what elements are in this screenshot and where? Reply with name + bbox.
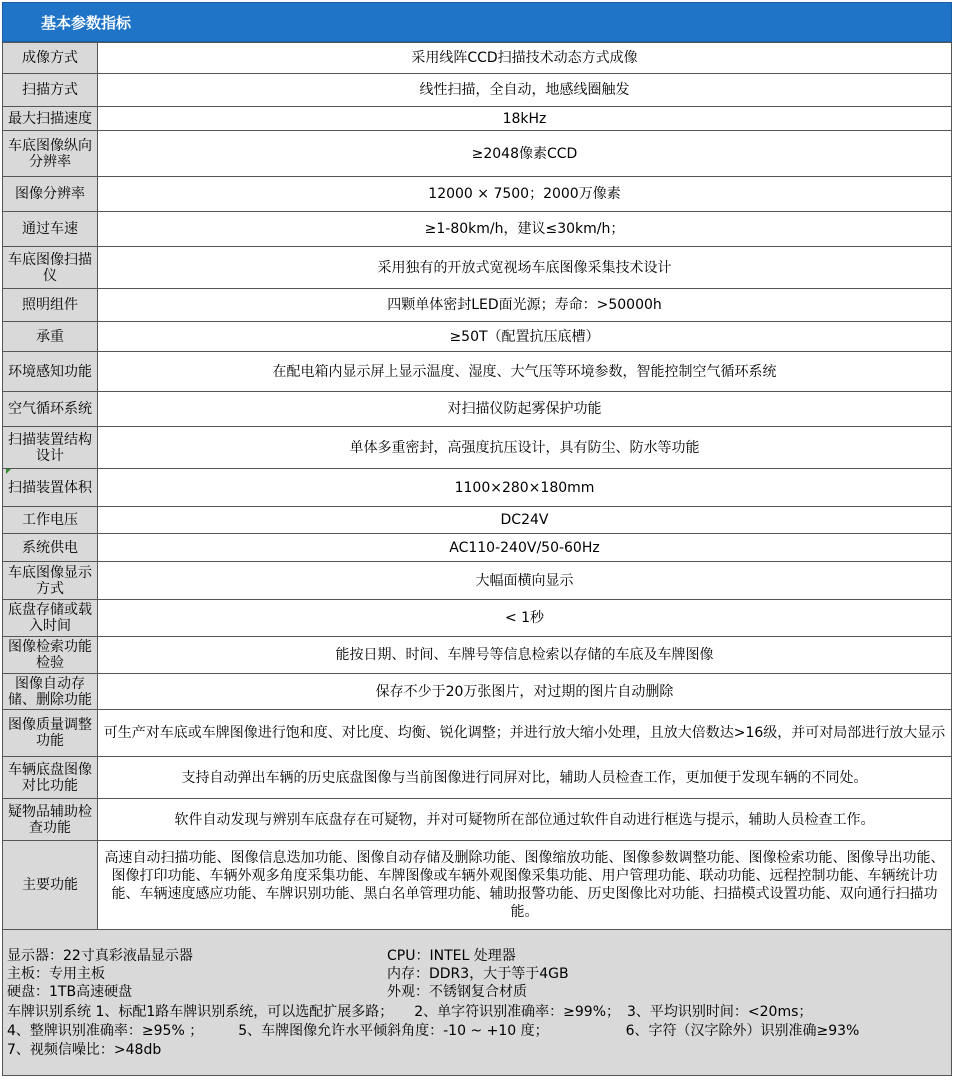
row-label: 通过车速 <box>3 212 98 247</box>
note-plate-line-1: 车牌识别系统 1、标配1路车牌识别系统，可以选配扩展多路； 2、单字符识别准确率：≥99%； 3、平均识别时间：<20ms； <box>7 1004 813 1020</box>
row-value: 1100×280×180mm <box>98 469 952 507</box>
row-value: 单体多重密封，高强度抗压设计，具有防尘、防水等功能 <box>98 427 952 469</box>
row-label: 图像自动存储、删除功能 <box>3 674 98 710</box>
row-label-text: 扫描装置体积 <box>8 479 92 496</box>
row-value: 保存不少于20万张图片，对过期的图片自动删除 <box>98 674 952 710</box>
row-value: 支持自动弹出车辆的历史底盘图像与当前图像进行同屏对比，辅助人员检查工作，更加便于发现车辆的不同处。 <box>98 757 952 799</box>
note-plate-line-3: 7、视频信噪比：>48db <box>7 1042 162 1058</box>
row-label: 最大扫描速度 <box>3 107 98 131</box>
table-row <box>3 322 952 352</box>
row-label: 承重 <box>3 322 98 352</box>
note-appearance: 外观：不锈钢复合材质 <box>387 984 527 1000</box>
table-row <box>3 710 952 757</box>
row-value: AC110-240V/50-60Hz <box>98 534 952 562</box>
row-label: 车底图像纵向分辨率 <box>3 131 98 177</box>
table-row <box>3 534 952 562</box>
row-value: 12000 × 7500；2000万像素 <box>98 177 952 212</box>
row-value: 采用线阵CCD扫描技术动态方式成像 <box>98 43 952 74</box>
row-label: 空气循环系统 <box>3 392 98 427</box>
row-label: 车底图像显示方式 <box>3 562 98 600</box>
sheet-title: 基本参数指标 <box>2 2 952 42</box>
note-memory: 内存：DDR3，大于等于4GB <box>387 966 569 982</box>
table-row <box>3 212 952 247</box>
table-row <box>3 289 952 322</box>
table-row <box>3 43 952 74</box>
table-row <box>3 247 952 289</box>
table-row <box>3 427 952 469</box>
row-value: ≥2048像素CCD <box>98 131 952 177</box>
row-value: < 1秒 <box>98 600 952 637</box>
row-value: 可生产对车底或车牌图像进行饱和度、对比度、均衡、锐化调整；并进行放大缩小处理，且放大倍数达>16级，并可对局部进行放大显示 <box>98 710 952 757</box>
table-row <box>3 352 952 392</box>
row-value: ≥1-80km/h，建议≤30km/h； <box>98 212 952 247</box>
table-row <box>3 600 952 637</box>
row-value: 四颗单体密封LED面光源；寿命：>50000h <box>98 289 952 322</box>
spec-table <box>2 42 952 930</box>
table-row <box>3 674 952 710</box>
row-value: 能按日期、时间、车牌号等信息检索以存储的车底及车牌图像 <box>98 637 952 674</box>
row-label: 照明组件 <box>3 289 98 322</box>
row-label: 车底图像扫描仪 <box>3 247 98 289</box>
row-label: 疑物品辅助检查功能 <box>3 799 98 841</box>
row-label: 车辆底盘图像对比功能 <box>3 757 98 799</box>
row-value: 对扫描仪防起雾保护功能 <box>98 392 952 427</box>
row-value: 软件自动发现与辨别车底盘存在可疑物，并对可疑物所在部位通过软件自动进行框选与提示，辅助人员检查工作。 <box>98 799 952 841</box>
row-label: 环境感知功能 <box>3 352 98 392</box>
row-label: 图像检索功能检验 <box>3 637 98 674</box>
row-label: 系统供电 <box>3 534 98 562</box>
table-row <box>3 392 952 427</box>
table-row <box>3 841 952 930</box>
comment-marker-icon <box>6 469 11 474</box>
note-disk: 硬盘：1TB高速硬盘 <box>7 984 133 1000</box>
hardware-notes <box>2 930 952 1076</box>
note-board: 主板：专用主板 <box>7 966 105 982</box>
table-row <box>3 637 952 674</box>
note-cpu: CPU：INTEL 处理器 <box>387 948 516 964</box>
row-label: 工作电压 <box>3 507 98 534</box>
row-label: 主要功能 <box>3 841 98 930</box>
table-row <box>3 507 952 534</box>
spec-sheet <box>2 2 952 1076</box>
row-label <box>3 469 98 507</box>
table-row <box>3 177 952 212</box>
table-row <box>3 469 952 507</box>
table-row <box>3 131 952 177</box>
table-row <box>3 74 952 107</box>
row-label: 成像方式 <box>3 43 98 74</box>
row-label: 底盘存储或载入时间 <box>3 600 98 637</box>
row-value: 采用独有的开放式宽视场车底图像采集技术设计 <box>98 247 952 289</box>
row-label: 扫描方式 <box>3 74 98 107</box>
note-display: 显示器：22寸真彩液晶显示器 <box>7 948 193 964</box>
row-value: 线性扫描，全自动，地感线圈触发 <box>98 74 952 107</box>
row-label: 图像质量调整功能 <box>3 710 98 757</box>
row-value: DC24V <box>98 507 952 534</box>
row-value: 18kHz <box>98 107 952 131</box>
row-value: 大幅面横向显示 <box>98 562 952 600</box>
table-row <box>3 757 952 799</box>
row-label: 图像分辨率 <box>3 177 98 212</box>
table-row <box>3 799 952 841</box>
note-plate-line-2: 4、整牌识别准确率：≥95% ； 5、车牌图像允许水平倾斜角度：-10 ~ +10 度； 6、字符（汉字除外）识别准确≥93% <box>7 1023 860 1039</box>
row-label: 扫描装置结构设计 <box>3 427 98 469</box>
row-value: 在配电箱内显示屏上显示温度、湿度、大气压等环境参数，智能控制空气循环系统 <box>98 352 952 392</box>
table-row <box>3 107 952 131</box>
row-value: ≥50T（配置抗压底槽） <box>98 322 952 352</box>
table-row <box>3 562 952 600</box>
row-value: 高速自动扫描功能、图像信息迭加功能、图像自动存储及删除功能、图像缩放功能、图像参数调整功能、图像检索功能、图像导出功能、图像打印功能、车辆外观多角度采集功能、车牌图像或车辆外观图像采集功能、用户管理功能、联动功能、远程控制功能、车辆统计功能、车辆速度感应功能、车牌识别功能、黑白名单管理功能、辅助报警功能、历史图像比对功能、扫描模式设置功能、双向通行扫描功能。 <box>98 841 952 930</box>
